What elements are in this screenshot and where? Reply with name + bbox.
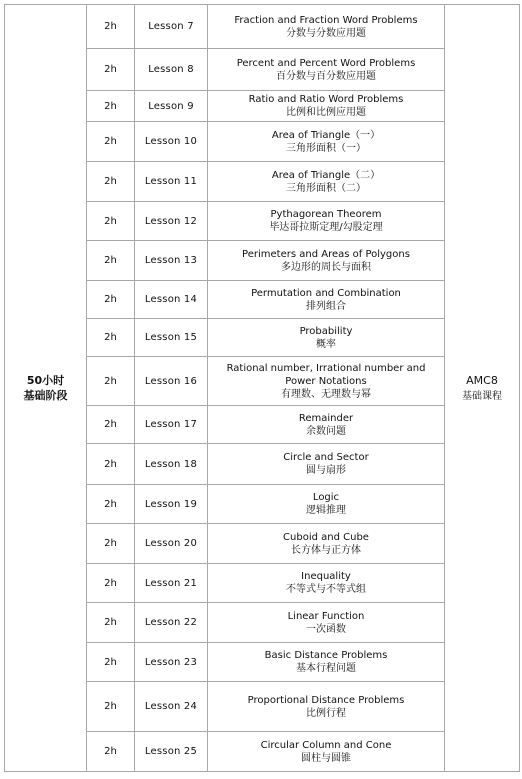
topic-chinese: 圆柱与圆锥: [301, 752, 351, 764]
topic-chinese: 百分数与百分数应用题: [276, 70, 376, 82]
lesson-cell: Lesson 16: [135, 357, 208, 406]
topic-chinese: 长方体与正方体: [291, 544, 361, 556]
topic-english: Basic Distance Problems: [264, 650, 388, 661]
course-cell: [445, 5, 520, 772]
topic-english: Probability: [299, 325, 353, 337]
topic-cell: [208, 444, 445, 485]
course-subtitle: 基础课程: [462, 390, 502, 402]
topic-cell: [208, 682, 445, 732]
hours-cell: 2h: [87, 202, 135, 241]
topic-chinese: 圆与扇形: [306, 465, 346, 476]
hours-cell: 2h: [87, 91, 135, 122]
lesson-cell: Lesson 13: [135, 241, 208, 281]
topic-cell: [208, 357, 445, 406]
topic-english: Rational number, Irrational number and Power Notations: [226, 362, 426, 387]
topic-english: Logic: [312, 492, 340, 503]
topic-cell: [208, 5, 445, 49]
hours-cell: 2h: [87, 162, 135, 202]
schedule-body: [5, 5, 520, 772]
hours-cell: 2h: [87, 643, 135, 682]
hours-cell: 2h: [87, 524, 135, 564]
topic-cell: [208, 319, 445, 357]
topic-english: Circular Column and Cone: [260, 739, 392, 751]
stage-hours-label: 50小时: [26, 374, 65, 387]
lesson-cell: Lesson 11: [135, 162, 208, 202]
topic-english: Fraction and Fraction Word Problems: [234, 14, 418, 26]
topic-cell: [208, 524, 445, 564]
lesson-cell: Lesson 15: [135, 319, 208, 357]
topic-chinese: 比例和比例应用题: [286, 107, 366, 118]
topic-cell: [208, 732, 445, 772]
topic-chinese: 比例行程: [306, 707, 346, 719]
hours-cell: 2h: [87, 357, 135, 406]
hours-cell: 2h: [87, 122, 135, 162]
hours-cell: 2h: [87, 319, 135, 357]
lesson-cell: Lesson 21: [135, 564, 208, 603]
topic-chinese: 毕达哥拉斯定理/勾股定理: [269, 222, 383, 233]
topic-cell: [208, 564, 445, 603]
topic-cell: [208, 643, 445, 682]
lesson-cell: Lesson 25: [135, 732, 208, 772]
topic-english: Pythagorean Theorem: [270, 209, 382, 220]
topic-chinese: 基本行程问题: [296, 663, 356, 674]
topic-chinese: 排列组合: [306, 300, 346, 312]
topic-english: Inequality: [301, 571, 351, 582]
topic-chinese: 多边形的周长与面积: [281, 261, 371, 273]
hours-cell: 2h: [87, 406, 135, 444]
lesson-cell: Lesson 8: [135, 49, 208, 91]
topic-chinese: 概率: [316, 338, 336, 350]
course-schedule-table: [4, 4, 520, 772]
topic-english: Proportional Distance Problems: [247, 694, 405, 706]
topic-chinese: 不等式与不等式组: [286, 584, 366, 595]
lesson-cell: Lesson 23: [135, 643, 208, 682]
topic-cell: [208, 122, 445, 162]
topic-english: Area of Triangle（二）: [271, 169, 381, 181]
topic-chinese: 逻辑推理: [306, 505, 346, 516]
stage-phase-label: 基础阶段: [23, 389, 68, 402]
lesson-cell: Lesson 10: [135, 122, 208, 162]
topic-english: Ratio and Ratio Word Problems: [248, 94, 404, 105]
lesson-cell: Lesson 17: [135, 406, 208, 444]
lesson-cell: Lesson 12: [135, 202, 208, 241]
stage-cell: [5, 5, 87, 772]
lesson-cell: Lesson 22: [135, 603, 208, 643]
topic-cell: [208, 281, 445, 319]
topic-english: Remainder: [298, 412, 354, 424]
lesson-cell: Lesson 7: [135, 5, 208, 49]
topic-chinese: 分数与分数应用题: [286, 27, 366, 39]
hours-cell: 2h: [87, 682, 135, 732]
topic-english: Perimeters and Areas of Polygons: [242, 248, 410, 260]
topic-english: Linear Function: [287, 610, 365, 622]
hours-cell: 2h: [87, 49, 135, 91]
hours-cell: 2h: [87, 564, 135, 603]
topic-cell: [208, 603, 445, 643]
hours-cell: 2h: [87, 485, 135, 524]
topic-english: Circle and Sector: [283, 452, 369, 463]
hours-cell: 2h: [87, 444, 135, 485]
topic-cell: [208, 406, 445, 444]
topic-chinese: 有理数、无理数与幂: [281, 388, 371, 400]
lesson-cell: Lesson 14: [135, 281, 208, 319]
topic-chinese: 三角形面积（一）: [286, 142, 366, 154]
topic-english: Area of Triangle（一）: [271, 129, 381, 141]
topic-english: Percent and Percent Word Problems: [236, 57, 416, 69]
hours-cell: 2h: [87, 281, 135, 319]
course-name: AMC8: [466, 373, 498, 387]
topic-cell: [208, 162, 445, 202]
topic-english: Cuboid and Cube: [283, 531, 369, 543]
lesson-cell: Lesson 9: [135, 91, 208, 122]
lesson-cell: Lesson 19: [135, 485, 208, 524]
topic-cell: [208, 241, 445, 281]
table-row: [5, 5, 520, 49]
lesson-cell: Lesson 24: [135, 682, 208, 732]
hours-cell: 2h: [87, 603, 135, 643]
lesson-cell: Lesson 20: [135, 524, 208, 564]
topic-chinese: 一次函数: [306, 623, 346, 635]
topic-english: Permutation and Combination: [251, 287, 401, 299]
topic-cell: [208, 485, 445, 524]
hours-cell: 2h: [87, 241, 135, 281]
topic-cell: [208, 91, 445, 122]
hours-cell: 2h: [87, 732, 135, 772]
topic-cell: [208, 49, 445, 91]
topic-chinese: 三角形面积（二）: [286, 182, 366, 194]
hours-cell: 2h: [87, 5, 135, 49]
topic-chinese: 余数问题: [306, 425, 346, 437]
lesson-cell: Lesson 18: [135, 444, 208, 485]
topic-cell: [208, 202, 445, 241]
